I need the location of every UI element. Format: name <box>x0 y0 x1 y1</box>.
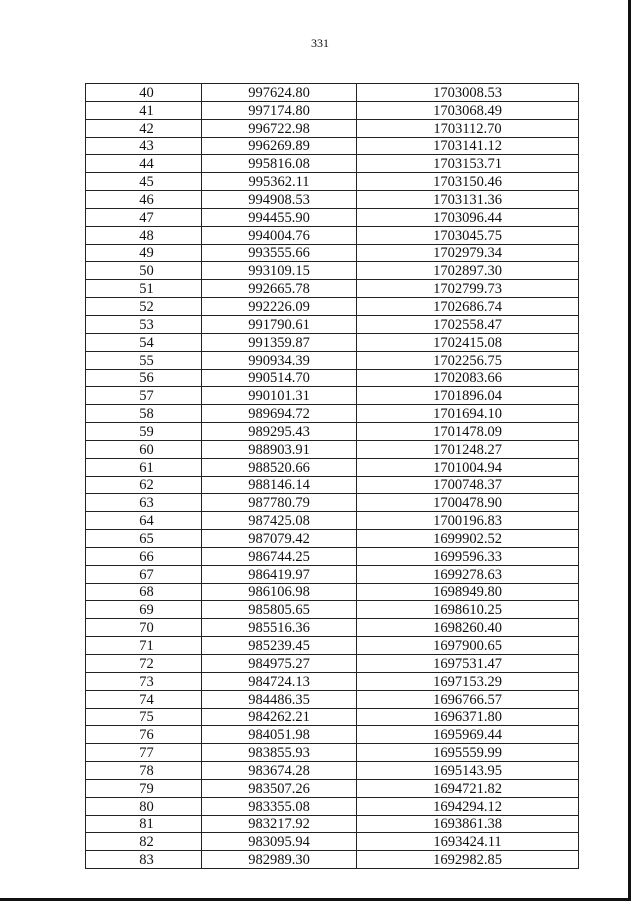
table-row <box>86 423 579 441</box>
point-number-cell: 44 <box>86 155 202 173</box>
table-row <box>86 726 579 744</box>
easting-cell: 985516.36 <box>202 619 357 637</box>
northing-cell: 1702979.34 <box>357 244 579 262</box>
northing-cell: 1698949.80 <box>357 583 579 601</box>
table-row <box>86 369 579 387</box>
northing-cell: 1694721.82 <box>357 779 579 797</box>
easting-cell: 990934.39 <box>202 351 357 369</box>
point-number-cell: 82 <box>86 833 202 851</box>
easting-cell: 988903.91 <box>202 440 357 458</box>
easting-cell: 991790.61 <box>202 315 357 333</box>
table-row <box>86 458 579 476</box>
table-row <box>86 405 579 423</box>
point-number-cell: 79 <box>86 779 202 797</box>
northing-cell: 1695969.44 <box>357 726 579 744</box>
point-number-cell: 40 <box>86 84 202 102</box>
northing-cell: 1696766.57 <box>357 690 579 708</box>
easting-cell: 993555.66 <box>202 244 357 262</box>
point-number-cell: 50 <box>86 262 202 280</box>
point-number-cell: 42 <box>86 119 202 137</box>
coordinates-table-body <box>86 84 579 869</box>
northing-cell: 1696371.80 <box>357 708 579 726</box>
northing-cell: 1702083.66 <box>357 369 579 387</box>
point-number-cell: 67 <box>86 565 202 583</box>
table-row <box>86 815 579 833</box>
easting-cell: 994908.53 <box>202 191 357 209</box>
northing-cell: 1700196.83 <box>357 512 579 530</box>
point-number-cell: 81 <box>86 815 202 833</box>
easting-cell: 987780.79 <box>202 494 357 512</box>
table-row <box>86 690 579 708</box>
table-row <box>86 226 579 244</box>
easting-cell: 994455.90 <box>202 208 357 226</box>
northing-cell: 1702256.75 <box>357 351 579 369</box>
point-number-cell: 71 <box>86 637 202 655</box>
point-number-cell: 59 <box>86 423 202 441</box>
northing-cell: 1695559.99 <box>357 744 579 762</box>
northing-cell: 1693424.11 <box>357 833 579 851</box>
point-number-cell: 76 <box>86 726 202 744</box>
easting-cell: 995816.08 <box>202 155 357 173</box>
northing-cell: 1703112.70 <box>357 119 579 137</box>
point-number-cell: 62 <box>86 476 202 494</box>
table-row <box>86 208 579 226</box>
northing-cell: 1703153.71 <box>357 155 579 173</box>
point-number-cell: 54 <box>86 333 202 351</box>
point-number-cell: 63 <box>86 494 202 512</box>
northing-cell: 1703131.36 <box>357 191 579 209</box>
point-number-cell: 64 <box>86 512 202 530</box>
easting-cell: 996269.89 <box>202 137 357 155</box>
table-row <box>86 119 579 137</box>
table-row <box>86 779 579 797</box>
easting-cell: 984486.35 <box>202 690 357 708</box>
point-number-cell: 46 <box>86 191 202 209</box>
easting-cell: 993109.15 <box>202 262 357 280</box>
easting-cell: 983217.92 <box>202 815 357 833</box>
northing-cell: 1702415.08 <box>357 333 579 351</box>
northing-cell: 1702558.47 <box>357 315 579 333</box>
table-row <box>86 619 579 637</box>
northing-cell: 1703045.75 <box>357 226 579 244</box>
table-row <box>86 84 579 102</box>
northing-cell: 1702799.73 <box>357 280 579 298</box>
point-number-cell: 65 <box>86 530 202 548</box>
easting-cell: 991359.87 <box>202 333 357 351</box>
easting-cell: 985239.45 <box>202 637 357 655</box>
northing-cell: 1703096.44 <box>357 208 579 226</box>
northing-cell: 1701478.09 <box>357 423 579 441</box>
easting-cell: 986106.98 <box>202 583 357 601</box>
point-number-cell: 57 <box>86 387 202 405</box>
northing-cell: 1694294.12 <box>357 797 579 815</box>
easting-cell: 997174.80 <box>202 101 357 119</box>
easting-cell: 984262.21 <box>202 708 357 726</box>
northing-cell: 1693861.38 <box>357 815 579 833</box>
table-row <box>86 672 579 690</box>
point-number-cell: 80 <box>86 797 202 815</box>
easting-cell: 984051.98 <box>202 726 357 744</box>
easting-cell: 986744.25 <box>202 547 357 565</box>
northing-cell: 1692982.85 <box>357 851 579 869</box>
northing-cell: 1697153.29 <box>357 672 579 690</box>
easting-cell: 988520.66 <box>202 458 357 476</box>
northing-cell: 1697531.47 <box>357 655 579 673</box>
easting-cell: 992226.09 <box>202 298 357 316</box>
table-row <box>86 851 579 869</box>
point-number-cell: 47 <box>86 208 202 226</box>
table-row <box>86 244 579 262</box>
northing-cell: 1701896.04 <box>357 387 579 405</box>
point-number-cell: 66 <box>86 547 202 565</box>
table-row <box>86 137 579 155</box>
point-number-cell: 61 <box>86 458 202 476</box>
point-number-cell: 55 <box>86 351 202 369</box>
table-row <box>86 637 579 655</box>
northing-cell: 1703068.49 <box>357 101 579 119</box>
northing-cell: 1698610.25 <box>357 601 579 619</box>
table-row <box>86 191 579 209</box>
northing-cell: 1697900.65 <box>357 637 579 655</box>
easting-cell: 985805.65 <box>202 601 357 619</box>
point-number-cell: 78 <box>86 762 202 780</box>
page-number: 331 <box>311 36 329 50</box>
easting-cell: 995362.11 <box>202 173 357 191</box>
northing-cell: 1699596.33 <box>357 547 579 565</box>
point-number-cell: 74 <box>86 690 202 708</box>
northing-cell: 1701004.94 <box>357 458 579 476</box>
easting-cell: 989295.43 <box>202 423 357 441</box>
northing-cell: 1702897.30 <box>357 262 579 280</box>
table-row <box>86 601 579 619</box>
table-row <box>86 173 579 191</box>
easting-cell: 983855.93 <box>202 744 357 762</box>
easting-cell: 984975.27 <box>202 655 357 673</box>
table-row <box>86 298 579 316</box>
easting-cell: 983355.08 <box>202 797 357 815</box>
northing-cell: 1703141.12 <box>357 137 579 155</box>
table-row <box>86 530 579 548</box>
easting-cell: 989694.72 <box>202 405 357 423</box>
northing-cell: 1700748.37 <box>357 476 579 494</box>
easting-cell: 994004.76 <box>202 226 357 244</box>
easting-cell: 997624.80 <box>202 84 357 102</box>
point-number-cell: 43 <box>86 137 202 155</box>
table-row <box>86 744 579 762</box>
point-number-cell: 73 <box>86 672 202 690</box>
table-row <box>86 494 579 512</box>
table-row <box>86 797 579 815</box>
easting-cell: 982989.30 <box>202 851 357 869</box>
point-number-cell: 58 <box>86 405 202 423</box>
point-number-cell: 69 <box>86 601 202 619</box>
table-row <box>86 833 579 851</box>
table-row <box>86 262 579 280</box>
northing-cell: 1698260.40 <box>357 619 579 637</box>
northing-cell: 1703150.46 <box>357 173 579 191</box>
point-number-cell: 41 <box>86 101 202 119</box>
table-row <box>86 155 579 173</box>
point-number-cell: 51 <box>86 280 202 298</box>
point-number-cell: 52 <box>86 298 202 316</box>
easting-cell: 983095.94 <box>202 833 357 851</box>
point-number-cell: 60 <box>86 440 202 458</box>
table-row <box>86 762 579 780</box>
table-row <box>86 565 579 583</box>
easting-cell: 992665.78 <box>202 280 357 298</box>
point-number-cell: 72 <box>86 655 202 673</box>
easting-cell: 983674.28 <box>202 762 357 780</box>
table-row <box>86 476 579 494</box>
northing-cell: 1703008.53 <box>357 84 579 102</box>
easting-cell: 996722.98 <box>202 119 357 137</box>
table-row <box>86 351 579 369</box>
point-number-cell: 48 <box>86 226 202 244</box>
northing-cell: 1701248.27 <box>357 440 579 458</box>
easting-cell: 990514.70 <box>202 369 357 387</box>
point-number-cell: 70 <box>86 619 202 637</box>
point-number-cell: 49 <box>86 244 202 262</box>
easting-cell: 988146.14 <box>202 476 357 494</box>
northing-cell: 1700478.90 <box>357 494 579 512</box>
point-number-cell: 75 <box>86 708 202 726</box>
northing-cell: 1701694.10 <box>357 405 579 423</box>
easting-cell: 983507.26 <box>202 779 357 797</box>
northing-cell: 1702686.74 <box>357 298 579 316</box>
easting-cell: 986419.97 <box>202 565 357 583</box>
northing-cell: 1699902.52 <box>357 530 579 548</box>
table-row <box>86 583 579 601</box>
table-row <box>86 655 579 673</box>
northing-cell: 1695143.95 <box>357 762 579 780</box>
table-row <box>86 280 579 298</box>
point-number-cell: 77 <box>86 744 202 762</box>
table-row <box>86 708 579 726</box>
table-row <box>86 315 579 333</box>
table-row <box>86 440 579 458</box>
table-row <box>86 101 579 119</box>
point-number-cell: 56 <box>86 369 202 387</box>
easting-cell: 987079.42 <box>202 530 357 548</box>
point-number-cell: 83 <box>86 851 202 869</box>
table-row <box>86 512 579 530</box>
easting-cell: 987425.08 <box>202 512 357 530</box>
table-row <box>86 387 579 405</box>
table-row <box>86 333 579 351</box>
point-number-cell: 68 <box>86 583 202 601</box>
table-row <box>86 547 579 565</box>
easting-cell: 984724.13 <box>202 672 357 690</box>
point-number-cell: 45 <box>86 173 202 191</box>
northing-cell: 1699278.63 <box>357 565 579 583</box>
point-number-cell: 53 <box>86 315 202 333</box>
easting-cell: 990101.31 <box>202 387 357 405</box>
coordinates-table <box>85 83 579 869</box>
